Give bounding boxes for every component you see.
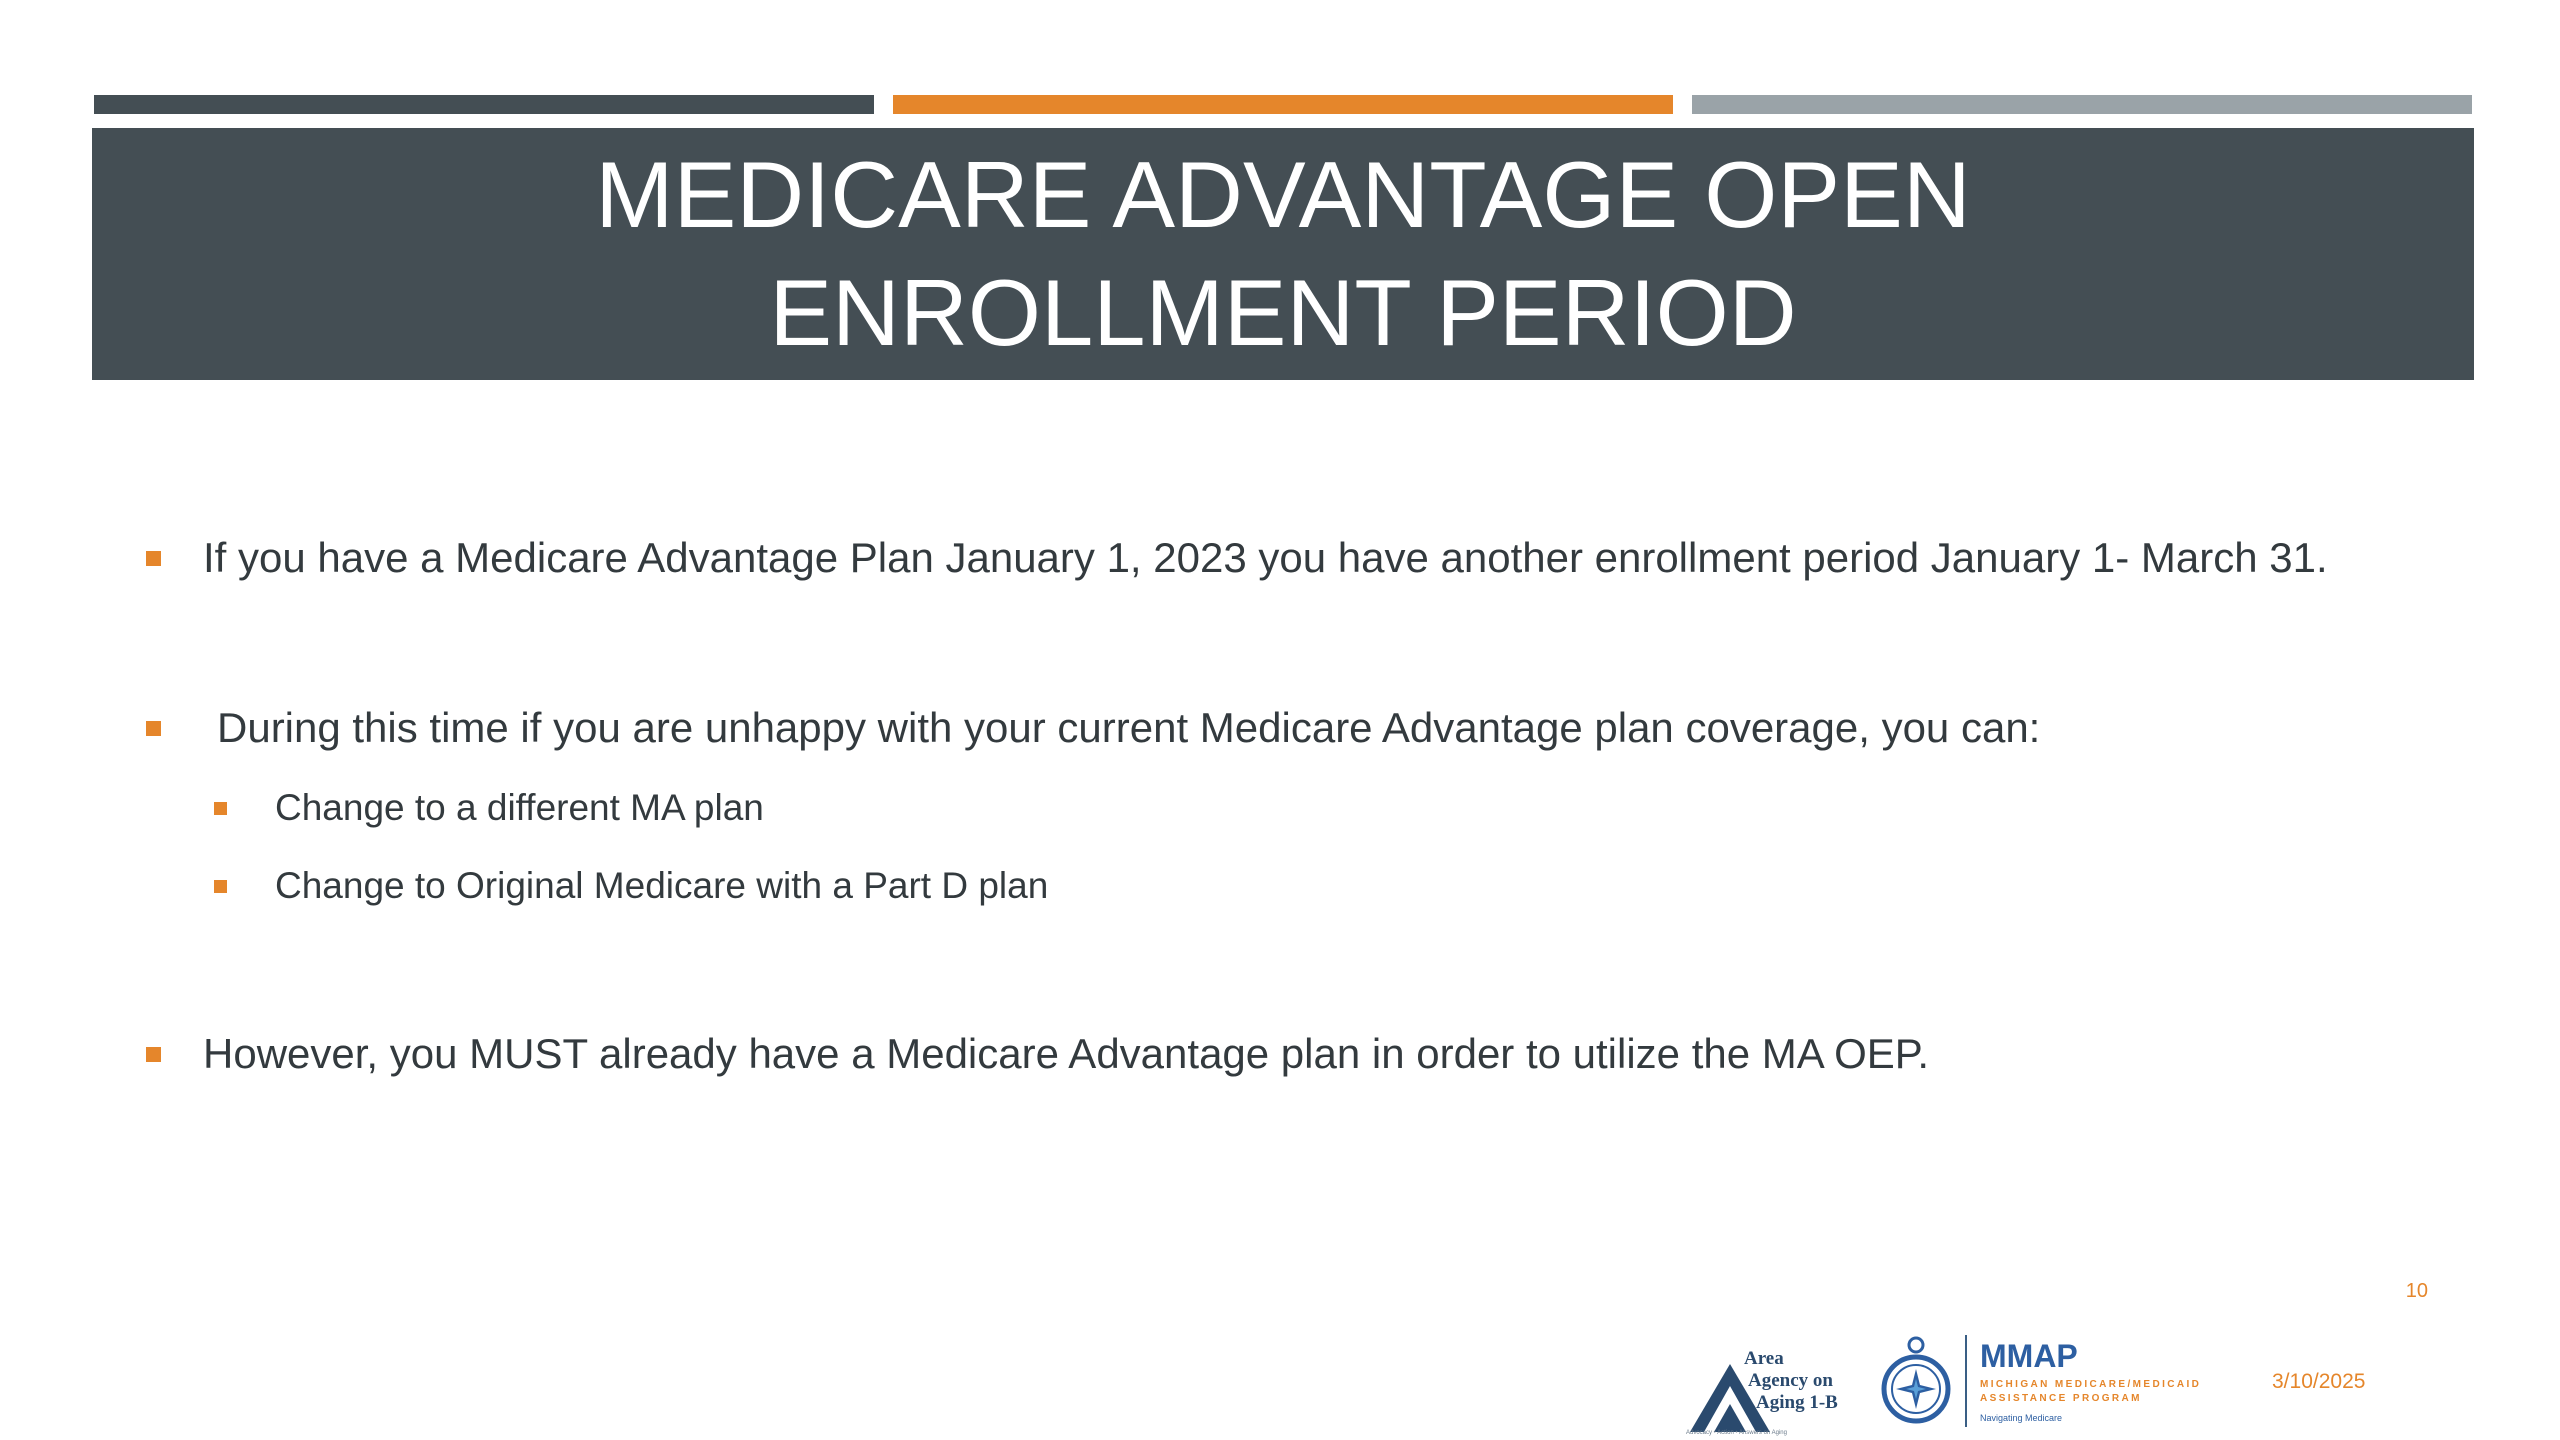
bullet-marker-icon: [146, 1047, 161, 1062]
sub-bullet-text: Change to Original Medicare with a Part D plan: [275, 865, 1049, 906]
logo-text-line-2: Agency on: [1748, 1370, 1833, 1391]
mmap-logo-subtitle: MICHIGAN MEDICARE/MEDICAID ASSISTANCE PROGRAM: [1980, 1379, 2202, 1404]
bullet-marker-icon: [146, 551, 161, 566]
compass-icon: [1878, 1335, 1954, 1427]
bullet-item: [146, 700, 2040, 756]
logo-text-line-3: Aging 1-B: [1756, 1392, 1838, 1413]
bullet-marker-icon: [146, 721, 161, 736]
bullet-text: If you have a Medicare Advantage Plan January 1, 2023 you have another enrollment period January 1- March 31.: [203, 534, 2328, 581]
area-agency-on-aging-logo: [1686, 1340, 1856, 1440]
sub-bullet-item: [214, 783, 764, 833]
sub-bullet-text: Change to a different MA plan: [275, 787, 764, 828]
sub-bullet-item: [214, 861, 1048, 911]
slide-title-line-2: ENROLLMENT PERIOD: [769, 260, 1797, 365]
mmap-logo: [1980, 1338, 2250, 1438]
bullet-text: During this time if you are unhappy with your current Medicare Advantage plan coverage, you can:: [217, 704, 2041, 751]
bullet-item: [146, 530, 2328, 586]
bullet-marker-icon: [214, 802, 227, 815]
slide-title-line-1: MEDICARE ADVANTAGE OPEN: [595, 142, 1971, 247]
footer-date: 3/10/2025: [2272, 1370, 2366, 1393]
logo-divider: [1965, 1335, 1967, 1427]
logo-text-line-1: Area: [1744, 1348, 1784, 1369]
mmap-logo-tagline: Navigating Medicare: [1980, 1413, 2063, 1423]
mmap-logo-title: MMAP: [1980, 1338, 2078, 1374]
page-number: 10: [2405, 1280, 2428, 1302]
logo-tagline: Advocacy • Action • Answers on Aging: [1686, 1430, 1787, 1436]
bullet-marker-icon: [214, 880, 227, 893]
bullet-text: However, you MUST already have a Medicare Advantage plan in order to utilize the MA OEP.: [203, 1030, 1930, 1077]
bullet-item: [146, 1026, 1929, 1082]
